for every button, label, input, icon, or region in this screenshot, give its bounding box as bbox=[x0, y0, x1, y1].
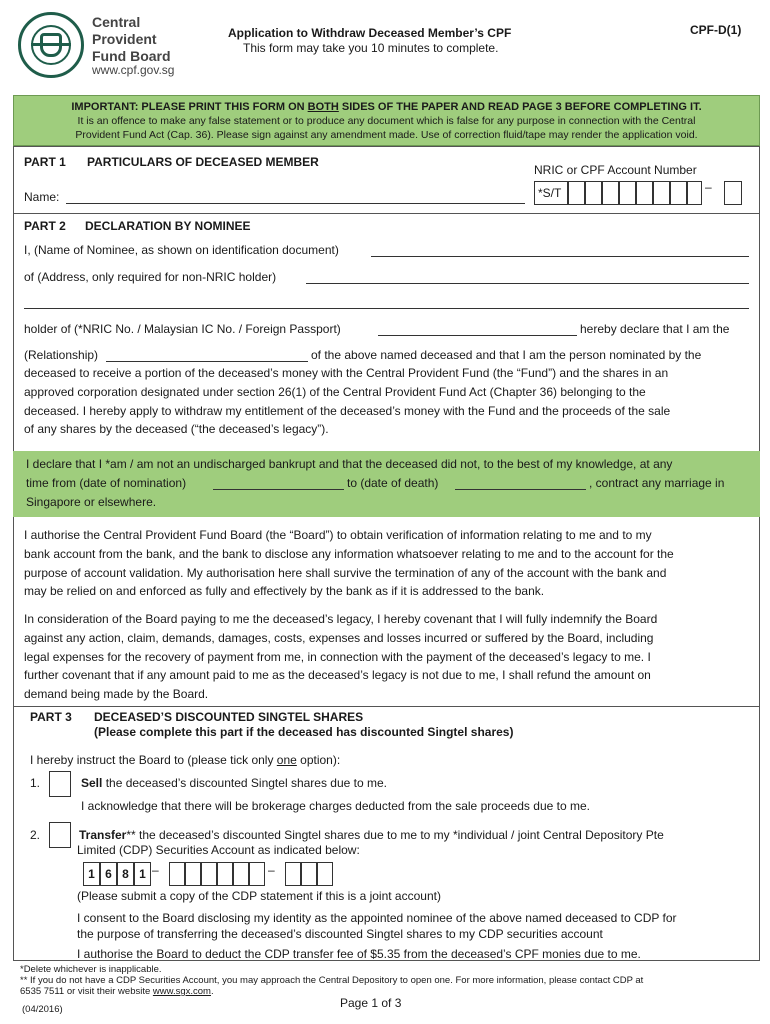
nric-digit-box[interactable] bbox=[568, 181, 585, 205]
declaration-line: deceased to receive a portion of the deceased’s money with the Central Provident Fund (the “Fund”) and the shares in an bbox=[24, 366, 669, 380]
nominee-name-field[interactable] bbox=[371, 256, 749, 257]
nric-digit-box[interactable] bbox=[636, 181, 653, 205]
cpf-logo-seal bbox=[18, 12, 84, 78]
nric-digit-box[interactable] bbox=[653, 181, 670, 205]
nric-prefix: *S/T bbox=[534, 181, 568, 205]
org-name-line-3: Fund Board bbox=[92, 48, 171, 64]
nric-digit-box[interactable] bbox=[585, 181, 602, 205]
indemnity-line: against any action, claim, demands, damages, costs, expenses and losses incurred or suffered by the Board, including bbox=[24, 630, 654, 645]
cdp-note: (Please submit a copy of the CDP statement if this is a joint account) bbox=[77, 889, 441, 903]
option-2-number: 2. bbox=[30, 828, 41, 842]
cdp-digit-box[interactable] bbox=[301, 862, 317, 886]
part3-subtitle: (Please complete this part if the deceased has discounted Singtel shares) bbox=[94, 725, 514, 739]
org-name bbox=[92, 14, 171, 65]
nominee-name-label: I, (Name of Nominee, as shown on identification document) bbox=[24, 243, 339, 257]
part3-label: PART 3 bbox=[30, 710, 72, 724]
declaration-line: of any shares by the deceased (“the deceased’s legacy”). bbox=[24, 422, 329, 437]
cdp-digit-box[interactable] bbox=[217, 862, 233, 886]
cdp-digit-box[interactable] bbox=[201, 862, 217, 886]
declaration-line: deceased. I hereby apply to withdraw my entitlement of the deceased’s money with the Fund and the proceeds of the sale bbox=[24, 403, 671, 418]
cdp-digit-box[interactable] bbox=[285, 862, 301, 886]
id-number-field[interactable] bbox=[378, 335, 577, 336]
cdp-digit-box[interactable] bbox=[169, 862, 185, 886]
cdp-digit-box[interactable] bbox=[185, 862, 201, 886]
holder-label: holder of (*NRIC No. / Malaysian IC No. / Foreign Passport) bbox=[24, 322, 341, 336]
important-banner bbox=[13, 95, 760, 146]
nric-label: NRIC or CPF Account Number bbox=[534, 163, 697, 177]
banner-line-1: IMPORTANT: PLEASE PRINT THIS FORM ON BOTH SIDES OF THE PAPER AND READ PAGE 3 BEFORE COMPLETING IT. bbox=[71, 101, 702, 113]
authorisation-paragraph bbox=[24, 526, 749, 601]
indemnity-line: In consideration of the Board paying to me the deceased’s legacy, I hereby covenant that I will fully indemnify the Board bbox=[24, 612, 658, 626]
indemnity-paragraph bbox=[24, 610, 749, 704]
sgx-link[interactable]: www.sgx.com bbox=[152, 986, 211, 997]
authorisation-line: bank account from the bank, and the bank to disclose any information whatsoever relating to me and to the account for the bbox=[24, 546, 674, 561]
authorisation-line: may be relied on and enforced as fully and effectively by the bank as if it is addressed to the bank. bbox=[24, 584, 545, 599]
nric-digit-box[interactable] bbox=[670, 181, 687, 205]
nric-dash: – bbox=[705, 180, 712, 194]
cdp-dash-1: – bbox=[152, 863, 159, 877]
nric-digit-box[interactable] bbox=[602, 181, 619, 205]
death-date-field[interactable] bbox=[455, 489, 586, 490]
indemnity-line: further covenant that if any amount paid to me as the deceased’s legacy is not due to me, I shall refund the amount on bbox=[24, 668, 651, 683]
address-label: of (Address, only required for non-NRIC holder) bbox=[24, 270, 277, 284]
cdp-digit: 8 bbox=[117, 862, 134, 886]
declaration-line: approved corporation designated under section 26(1) of the Central Provident Fund Act (Chapter 36) belonging to the bbox=[24, 384, 646, 399]
cdp-digit: 1 bbox=[134, 862, 151, 886]
part1-title: PARTICULARS OF DECEASED MEMBER bbox=[87, 155, 319, 169]
form-title: Application to Withdraw Deceased Member’s CPF bbox=[228, 26, 512, 40]
page-number: Page 1 of 3 bbox=[340, 996, 402, 1010]
deceased-name-field[interactable] bbox=[66, 203, 525, 204]
indemnity-line: demand being made by the Board. bbox=[24, 687, 209, 702]
part2-label: PART 2 bbox=[24, 219, 66, 233]
instruction-text: I hereby instruct the Board to (please tick only one option): bbox=[30, 753, 341, 767]
consent-line-1: I consent to the Board disclosing my identity as the appointed nominee of the above named deceased to CDP for bbox=[77, 911, 677, 925]
option-2-text-2: Limited (CDP) Securities Account as indicated below: bbox=[77, 843, 360, 857]
footnote-1: *Delete whichever is inapplicable. bbox=[20, 964, 162, 975]
cdp-digit-box[interactable] bbox=[317, 862, 333, 886]
option-1-text: Sell the deceased’s discounted Singtel shares due to me. bbox=[81, 776, 387, 790]
bankrupt-line-3: Singapore or elsewhere. bbox=[26, 495, 157, 509]
nric-digit-box[interactable] bbox=[619, 181, 636, 205]
nric-check-box[interactable] bbox=[724, 181, 742, 205]
banner-line-2: It is an offence to make any false statement or to produce any document which is false for any purpose in connection with the Central bbox=[77, 115, 696, 127]
option-2-text: Transfer** the deceased’s discounted Singtel shares due to me to my *individual / joint Central Depository Pte bbox=[79, 828, 664, 842]
form-code: CPF-D(1) bbox=[690, 23, 742, 37]
bankrupt-line-1: I declare that I *am / am not an undischarged bankrupt and that the deceased did not, to the best of my knowledge, at any bbox=[26, 457, 673, 471]
part3-title: DECEASED’S DISCOUNTED SINGTEL SHARES bbox=[94, 710, 364, 724]
option-1-note: I acknowledge that there will be brokerage charges deducted from the sale proceeds due to me. bbox=[81, 799, 590, 813]
sell-checkbox[interactable] bbox=[49, 771, 71, 797]
cdp-digit: 6 bbox=[100, 862, 117, 886]
bankrupt-post: , contract any marriage in bbox=[589, 476, 725, 490]
form-version: (04/2016) bbox=[22, 1004, 63, 1015]
authorisation-line: I authorise the Central Provident Fund Board (the “Board”) to obtain verification of information relating to me and to my bbox=[24, 528, 652, 542]
consent-line-2: the purpose of transferring the deceased’s discounted Singtel shares to my CDP securities account bbox=[77, 927, 603, 941]
relationship-field[interactable] bbox=[106, 361, 308, 362]
indemnity-line: legal expenses for the recovery of payment from me, in connection with the payment of the deceased’s legacy to me. I bbox=[24, 649, 651, 664]
cdp-dash-2: – bbox=[268, 863, 275, 877]
org-name-line-1: Central bbox=[92, 14, 141, 30]
nric-digit-box[interactable] bbox=[687, 181, 702, 205]
address-field-line-2[interactable] bbox=[24, 308, 749, 309]
form-subtitle: This form may take you 10 minutes to complete. bbox=[243, 41, 499, 55]
bankrupt-from-label: time from (date of nomination) bbox=[26, 476, 187, 490]
holder-suffix: hereby declare that I am the bbox=[580, 322, 730, 336]
relationship-label: (Relationship) bbox=[24, 348, 99, 362]
deceased-name-label: Name: bbox=[24, 190, 60, 204]
declaration-paragraph bbox=[24, 364, 749, 439]
banner-line-3: Provident Fund Act (Cap. 36). Please sign against any amendment made. Use of correction fluid/tape may render the application void. bbox=[75, 129, 698, 141]
footnote-2: ** If you do not have a CDP Securities Account, you may approach the Central Depository to open one. For more information, please contact CDP at bbox=[20, 975, 644, 986]
relationship-suffix: of the above named deceased and that I am the person nominated by the bbox=[311, 348, 702, 362]
cdp-digit: 1 bbox=[83, 862, 100, 886]
cdp-digit-box[interactable] bbox=[233, 862, 249, 886]
org-url: www.cpf.gov.sg bbox=[92, 63, 175, 77]
org-name-line-2: Provident bbox=[92, 31, 157, 47]
part2-title: DECLARATION BY NOMINEE bbox=[85, 219, 251, 233]
part1-label: PART 1 bbox=[24, 155, 66, 169]
cdp-digit-box[interactable] bbox=[249, 862, 265, 886]
nomination-date-field[interactable] bbox=[213, 489, 344, 490]
option-1-number: 1. bbox=[30, 776, 41, 790]
bankrupt-to-label: to (date of death) bbox=[347, 476, 439, 490]
address-field-line-1[interactable] bbox=[306, 283, 749, 284]
authorisation-line: purpose of account validation. My authorisation here shall survive the termination of any of the account with the bank and bbox=[24, 565, 667, 580]
footnote-3: 6535 7511 or visit their website www.sgx.com. bbox=[20, 986, 214, 997]
fee-authorisation: I authorise the Board to deduct the CDP transfer fee of $5.35 from the deceased’s CPF monies due to me. bbox=[77, 947, 641, 961]
transfer-checkbox[interactable] bbox=[49, 822, 71, 848]
